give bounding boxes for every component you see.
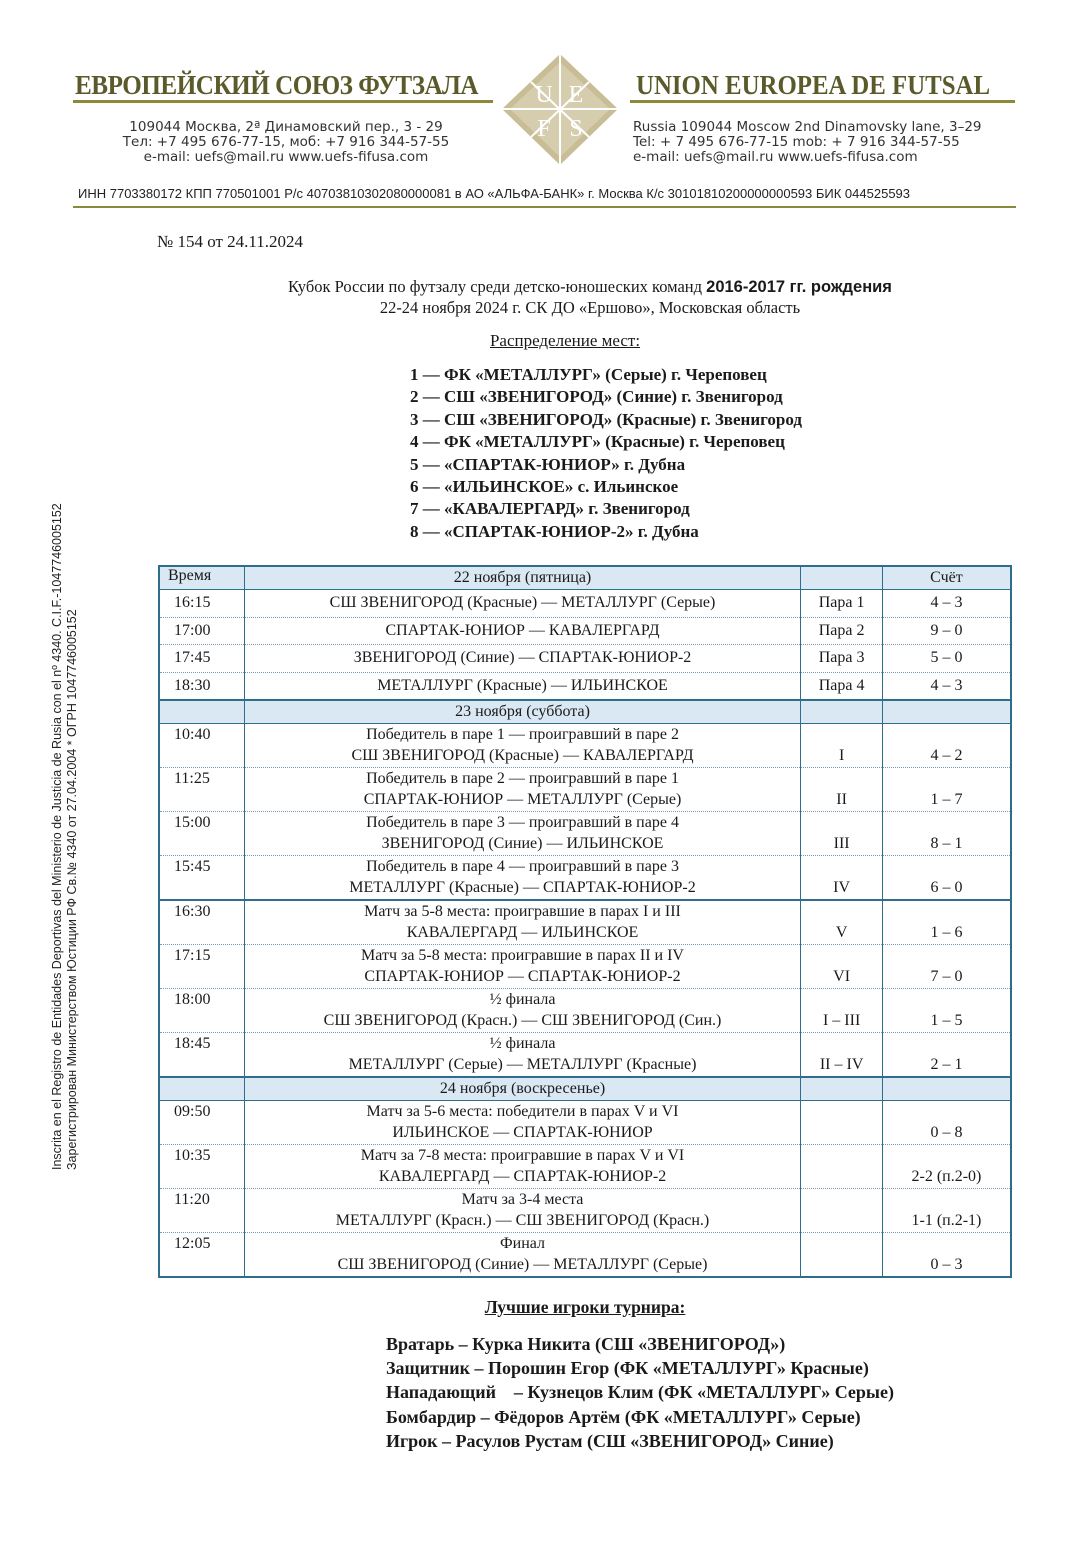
- logo-letter-e: E: [568, 82, 584, 108]
- day-label: 23 ноября (суббота): [244, 700, 801, 724]
- match-teams: МЕТАЛЛУРГ (Красные) — ИЛЬИНСКОЕ: [244, 672, 801, 700]
- match-description: Матч за 7-8 места: проигравшие в парах V и VI: [360, 1147, 685, 1164]
- match-cell: [244, 900, 801, 945]
- best-player-item: Нападающий – Кузнецов Клим (ФК «МЕТАЛЛУРГ» Серые): [386, 1382, 894, 1403]
- match-pair: Пара 3: [801, 645, 883, 673]
- score-header: [882, 700, 1011, 724]
- place-item: 8 — «СПАРТАК-ЮНИОР-2» г. Дубна: [410, 521, 699, 541]
- match-description: Финал: [500, 1235, 545, 1252]
- match-teams: СШ ЗВЕНИГОРОД (Красные) — КАВАЛЕРГАРД: [351, 746, 694, 764]
- score-header: [882, 1077, 1011, 1101]
- time-header: [159, 1077, 244, 1101]
- match-cell: [244, 724, 801, 768]
- match-teams: ИЛЬИНСКОЕ — СПАРТАК-ЮНИОР: [392, 1123, 653, 1141]
- place-item: 1 — ФК «МЕТАЛЛУРГ» (Серые) г. Череповец: [410, 365, 767, 384]
- match-teams: СШ ЗВЕНИГОРОД (Красн.) — СШ ЗВЕНИГОРОД (Син.): [323, 1011, 722, 1029]
- place-item: 6 — «ИЛЬИНСКОЕ» с. Ильинское: [410, 477, 679, 497]
- pair-header: [801, 1077, 883, 1101]
- match-pair: [801, 1101, 883, 1145]
- address-ru-line-2: Тел: +7 495 676-77-15, моб: +7 916 344-57-55: [122, 134, 450, 150]
- address-ru-line-1: 109044 Москва, 2ª Динамовский пер., 3 - 29: [129, 119, 443, 135]
- match-teams: МЕТАЛЛУРГ (Красн.) — СШ ЗВЕНИГОРОД (Красн.): [335, 1211, 710, 1229]
- match-teams: КАВАЛЕРГАРД — ИЛЬИНСКОЕ: [406, 923, 639, 941]
- table-row: [159, 812, 1011, 856]
- day-header-row: [159, 566, 1011, 590]
- time-header: [159, 700, 244, 724]
- match-pair: Пара 4: [801, 672, 883, 700]
- match-pair: VI: [801, 945, 883, 989]
- match-pair: IV: [801, 856, 883, 901]
- address-en-line-3: e-mail: uefs@mail.ru www.uefs-fifusa.com: [633, 149, 918, 165]
- best-player-item: Бомбардир – Фёдоров Артём (ФК «МЕТАЛЛУРГ» Серые): [386, 1406, 861, 1427]
- match-pair: [801, 1233, 883, 1278]
- header-rule-right: [630, 100, 1015, 103]
- match-time: 18:45: [159, 1033, 244, 1078]
- table-row: [159, 1233, 1011, 1278]
- best-player-item: Защитник – Порошин Егор (ФК «МЕТАЛЛУРГ» Красные): [386, 1358, 869, 1379]
- match-pair: III: [801, 812, 883, 856]
- match-cell: [244, 1101, 801, 1145]
- best-players-title: Лучшие игроки турнира:: [484, 1297, 686, 1317]
- address-ru-line-3: e-mail: uefs@mail.ru www.uefs-fifusa.com: [143, 149, 429, 165]
- match-score: 4 – 2: [882, 724, 1011, 768]
- match-teams: МЕТАЛЛУРГ (Красные) — СПАРТАК-ЮНИОР-2: [349, 878, 696, 896]
- time-header: Время: [159, 566, 244, 590]
- match-score: 2 – 1: [882, 1033, 1011, 1078]
- match-teams: КАВАЛЕРГАРД — СПАРТАК-ЮНИОР-2: [378, 1167, 667, 1185]
- distribution-title: Распределение мест:: [489, 331, 641, 350]
- address-en: [633, 120, 1023, 165]
- match-time: 12:05: [159, 1233, 244, 1278]
- score-header: Счёт: [882, 566, 1011, 590]
- match-cell: [244, 812, 801, 856]
- place-item: 4 — ФК «МЕТАЛЛУРГ» (Красные) г. Череповец: [410, 432, 785, 452]
- best-players-list: [386, 1332, 894, 1453]
- match-description: Победитель в паре 3 — проигравший в паре 4: [366, 814, 679, 831]
- match-teams: СПАРТАК-ЮНИОР — СПАРТАК-ЮНИОР-2: [364, 967, 681, 985]
- table-row: [159, 856, 1011, 901]
- day-label: 22 ноября (пятница): [244, 566, 801, 590]
- match-pair: V: [801, 900, 883, 945]
- match-teams: СПАРТАК-ЮНИОР — КАВАЛЕРГАРД: [244, 617, 801, 645]
- match-cell: [244, 945, 801, 989]
- match-teams: СПАРТАК-ЮНИОР — МЕТАЛЛУРГ (Серые): [363, 790, 682, 808]
- match-description: Матч за 5-6 места: победители в парах V и VI: [366, 1103, 679, 1120]
- document-title-plain: Кубок России по футзалу среди детско-юношеских команд: [288, 277, 707, 296]
- day-header-row: [159, 700, 1011, 724]
- match-pair: I – III: [801, 989, 883, 1033]
- match-score: 1 – 6: [882, 900, 1011, 945]
- match-pair: II: [801, 768, 883, 812]
- org-name-es: UNION EUROPEA DE FUTSAL: [636, 70, 991, 100]
- match-pair: [801, 1145, 883, 1189]
- bank-details: ИНН 7703380172 КПП 770501001 Р/с 40703810302080000081 в АО «АЛЬФА-БАНК» г. Москва К/с 30101810200000000593 БИК 044525593: [78, 186, 911, 201]
- table-row: [159, 617, 1011, 645]
- match-teams: МЕТАЛЛУРГ (Серые) — МЕТАЛЛУРГ (Красные): [348, 1055, 697, 1073]
- match-description: ½ финала: [489, 991, 556, 1008]
- match-description: Матч за 3-4 места: [461, 1191, 584, 1208]
- match-description: Матч за 5-8 места: проигравшие в парах II и IV: [361, 947, 684, 964]
- table-row: [159, 1101, 1011, 1145]
- match-pair: Пара 1: [801, 590, 883, 618]
- org-name-ru: ЕВРОПЕЙСКИЙ СОЮЗ ФУТЗАЛА: [75, 70, 479, 100]
- match-time: 10:35: [159, 1145, 244, 1189]
- place-item: 7 — «КАВАЛЕРГАРД» г. Звенигород: [410, 499, 690, 519]
- table-row: [159, 645, 1011, 673]
- match-pair: Пара 2: [801, 617, 883, 645]
- match-time: 17:00: [159, 617, 244, 645]
- best-player-item: Вратарь – Курка Никита (СШ «ЗВЕНИГОРОД»): [386, 1334, 786, 1354]
- match-description: Матч за 5-8 места: проигравшие в парах I и III: [364, 903, 681, 920]
- pair-header: [801, 700, 883, 724]
- day-label: 24 ноября (воскресенье): [244, 1077, 801, 1101]
- document-subtitle: 22-24 ноября 2024 г. СК ДО «Ершово», Московская область: [379, 298, 801, 317]
- header-rule-left: [73, 100, 493, 103]
- address-en-line-1: Russia 109044 Moscow 2nd Dinamovsky lane, 3–29: [633, 119, 982, 135]
- best-player-item: Игрок – Расулов Рустам (СШ «ЗВЕНИГОРОД» Синие): [386, 1430, 834, 1451]
- table-row: [159, 989, 1011, 1033]
- match-description: Победитель в паре 2 — проигравший в паре 1: [366, 770, 679, 787]
- match-score: 4 – 3: [882, 590, 1011, 618]
- bank-rule: [73, 206, 1016, 208]
- places-list: [410, 364, 802, 543]
- side-registration-line-1: Inscrita en el Registro de Entidades Deportivas del Ministerio de Justicia de Rusia con el nº 4340. C.I.F.-1047746005152: [50, 503, 64, 1170]
- uefs-logo: [500, 52, 620, 167]
- place-item: 5 — «СПАРТАК-ЮНИОР» г. Дубна: [410, 454, 686, 474]
- match-cell: [244, 1145, 801, 1189]
- match-pair: I: [801, 724, 883, 768]
- match-score: 1-1 (п.2-1): [882, 1189, 1011, 1233]
- match-cell: [244, 1189, 801, 1233]
- match-time: 09:50: [159, 1101, 244, 1145]
- match-pair: [801, 1189, 883, 1233]
- match-pair: II – IV: [801, 1033, 883, 1078]
- match-score: 7 – 0: [882, 945, 1011, 989]
- match-time: 15:00: [159, 812, 244, 856]
- match-teams: ЗВЕНИГОРОД (Синие) — СПАРТАК-ЮНИОР-2: [244, 645, 801, 673]
- match-time: 18:00: [159, 989, 244, 1033]
- place-item: 2 — СШ «ЗВЕНИГОРОД» (Синие) г. Звенигород: [410, 387, 783, 407]
- match-time: 17:45: [159, 645, 244, 673]
- day-header-row: [159, 1077, 1011, 1101]
- schedule-table: [158, 565, 1012, 1278]
- match-score: 1 – 5: [882, 989, 1011, 1033]
- match-cell: [244, 768, 801, 812]
- match-score: 5 – 0: [882, 645, 1011, 673]
- match-teams: СШ ЗВЕНИГОРОД (Синие) — МЕТАЛЛУРГ (Серые): [337, 1255, 708, 1273]
- match-time: 15:45: [159, 856, 244, 901]
- match-score: 9 – 0: [882, 617, 1011, 645]
- match-description: Победитель в паре 4 — проигравший в паре 3: [366, 858, 679, 875]
- table-row: [159, 1033, 1011, 1078]
- match-score: 0 – 3: [882, 1233, 1011, 1278]
- match-cell: [244, 1033, 801, 1078]
- address-en-line-2: Tel: + 7 495 676-77-15 mob: + 7 916 344-57-55: [633, 134, 960, 150]
- address-ru: [96, 120, 476, 165]
- document-title-bold: 2016-2017 гг. рождения: [706, 278, 892, 296]
- logo-letter-u: U: [535, 82, 553, 108]
- table-row: [159, 900, 1011, 945]
- match-time: 16:30: [159, 900, 244, 945]
- match-time: 11:20: [159, 1189, 244, 1233]
- match-score: 1 – 7: [882, 768, 1011, 812]
- match-teams: ЗВЕНИГОРОД (Синие) — ИЛЬИНСКОЕ: [381, 834, 664, 852]
- match-time: 17:15: [159, 945, 244, 989]
- match-description: ½ финала: [489, 1035, 556, 1052]
- match-time: 18:30: [159, 672, 244, 700]
- side-registration-line-2: Зарегистрирован Министерством Юстиции РФ Св.№ 4340 от 27.04.2004 * ОГРН 1047746005152: [65, 609, 79, 1170]
- logo-letter-f: F: [537, 116, 551, 142]
- logo-letter-s: S: [569, 116, 583, 142]
- match-time: 11:25: [159, 768, 244, 812]
- table-row: [159, 1145, 1011, 1189]
- document-number: № 154 от 24.11.2024: [157, 232, 304, 251]
- match-cell: [244, 856, 801, 901]
- side-registration-text: [50, 503, 80, 1170]
- table-row: [159, 672, 1011, 700]
- table-row: [159, 768, 1011, 812]
- match-cell: [244, 1233, 801, 1278]
- document-title: [100, 277, 1080, 297]
- match-description: Победитель в паре 1 — проигравший в паре 2: [366, 726, 679, 743]
- match-score: 2-2 (п.2-0): [882, 1145, 1011, 1189]
- match-score: 8 – 1: [882, 812, 1011, 856]
- match-time: 10:40: [159, 724, 244, 768]
- table-row: [159, 1189, 1011, 1233]
- table-row: [159, 590, 1011, 618]
- match-score: 0 – 8: [882, 1101, 1011, 1145]
- pair-header: [801, 566, 883, 590]
- place-item: 3 — СШ «ЗВЕНИГОРОД» (Красные) г. Звенигород: [410, 409, 802, 429]
- match-time: 16:15: [159, 590, 244, 618]
- table-row: [159, 724, 1011, 768]
- match-score: 4 – 3: [882, 672, 1011, 700]
- match-score: 6 – 0: [882, 856, 1011, 901]
- match-cell: [244, 989, 801, 1033]
- match-teams: СШ ЗВЕНИГОРОД (Красные) — МЕТАЛЛУРГ (Серые): [244, 590, 801, 618]
- table-row: [159, 945, 1011, 989]
